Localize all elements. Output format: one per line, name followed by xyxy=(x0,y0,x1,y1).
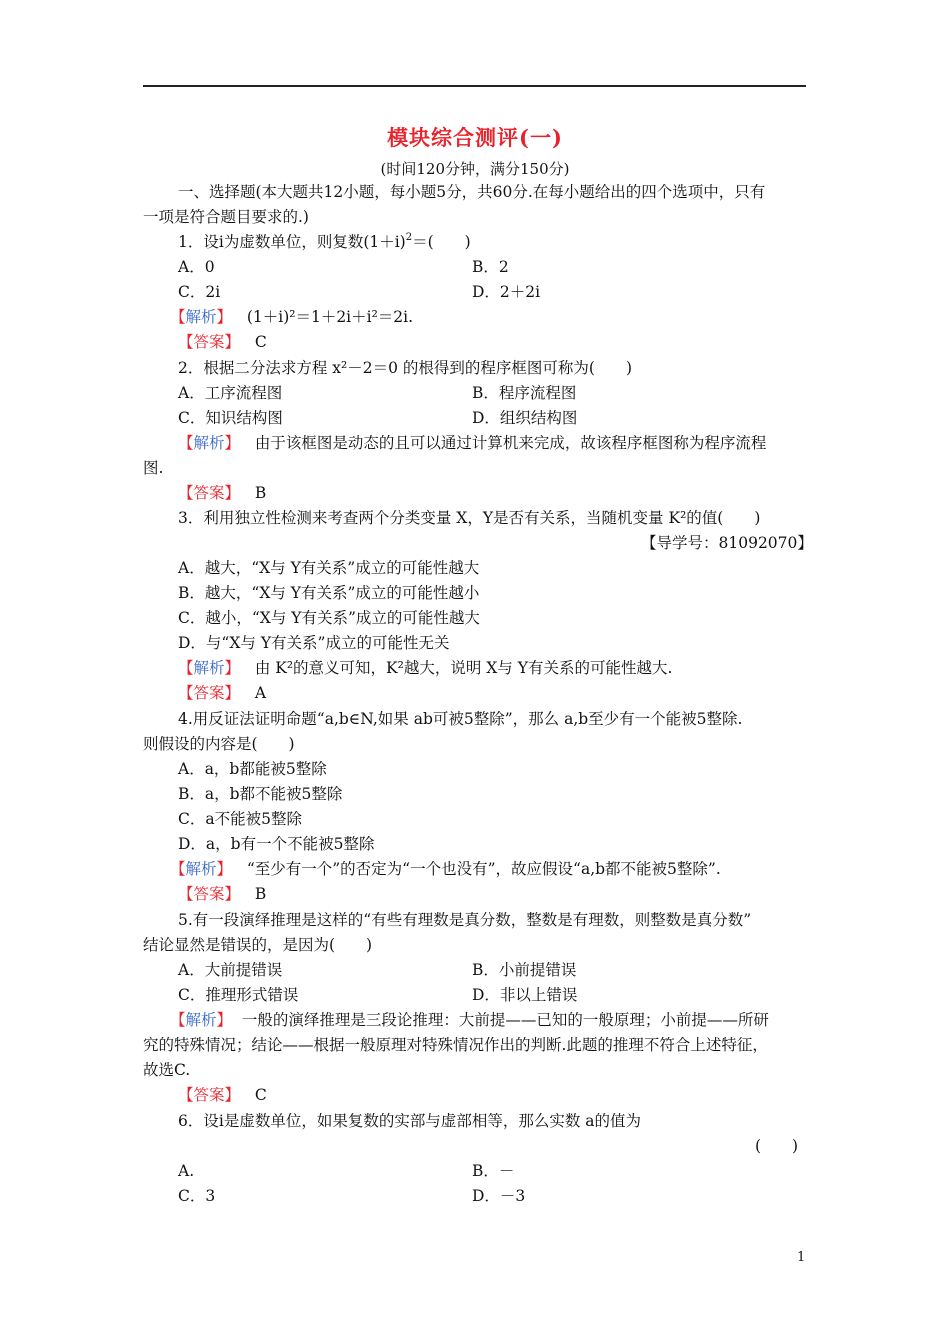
q5-stem-cont: 结论显然是错误的，是因为( ) xyxy=(143,936,373,954)
q4-option-c: C．a不能被5整除 xyxy=(178,810,302,828)
q1-stem: 1．设i为虚数单位，则复数$(1+i)^2=$( ) xyxy=(178,232,471,251)
q6-stem: 6．设i是虚数单位，如果复数的实部与虚部相等，那么实数 a的值为 xyxy=(178,1112,641,1130)
q1-option-b: B．2 xyxy=(472,258,509,276)
q6-paren: ( ) xyxy=(755,1137,799,1155)
q4-answer: 【答案】 B xyxy=(178,885,267,903)
q3-stem: 3．利用独立性检测来考查两个分类变量 X，Y是否有关系，当随机变量 K²的值( ) xyxy=(178,509,761,527)
jiexi-label: 【解析】 xyxy=(170,308,233,326)
q5-option-d: D．非以上错误 xyxy=(472,986,578,1004)
jiexi-label: 【解析】 xyxy=(170,860,233,878)
q5-jiexi-cont: 究的特殊情况；结论——根据一般原理对特殊情况作出的判断.此题的推理不符合上述特征， xyxy=(143,1036,768,1054)
q4-stem-cont: 则假设的内容是( ) xyxy=(143,735,295,753)
q5-option-b: B．小前提错误 xyxy=(472,961,577,979)
q5-answer: 【答案】 C xyxy=(178,1086,267,1104)
page-subtitle: (时间120分钟，满分150分) xyxy=(380,160,570,178)
q3-guide-number: 【导学号：81092070】 xyxy=(641,534,813,552)
jiexi-label: 【解析】 xyxy=(178,659,241,677)
q4-jiexi: 【解析】 “至少有一个”的否定为“一个也没有”，故应假设“a,b都不能被5整除”. xyxy=(170,860,721,878)
q4-option-d: D．a，b有一个不能被5整除 xyxy=(178,835,375,853)
q3-option-a: A．越大，“X与 Y有关系”成立的可能性越大 xyxy=(178,559,480,577)
q5-jiexi: 【解析】 一般的演绎推理是三段论推理：大前提——已知的一般原理；小前提——所研 xyxy=(170,1011,769,1029)
q5-jiexi-cont2: 故选C. xyxy=(143,1061,191,1079)
page-title: 模块综合测评(一) xyxy=(387,125,563,150)
q2-option-c: C．知识结构图 xyxy=(178,409,283,427)
jiexi-label: 【解析】 xyxy=(170,1011,233,1029)
q2-jiexi-cont: 图. xyxy=(143,459,164,477)
q5-option-a: A．大前提错误 xyxy=(178,961,283,979)
q1-option-a: A．0 xyxy=(178,258,215,276)
header-rule xyxy=(143,85,806,87)
q6-option-c: C．3 xyxy=(178,1187,216,1205)
answer-label: 【答案】 xyxy=(178,885,241,903)
q3-answer: 【答案】 A xyxy=(178,684,267,702)
q4-stem: 4.用反证法证明命题“a,b∈N,如果 ab可被5整除”，那么 a,b至少有一个能被5整除. xyxy=(178,710,743,728)
page-number: 1 xyxy=(797,1250,806,1265)
q2-option-d: D．组织结构图 xyxy=(472,409,578,427)
q1-option-c: C．2i xyxy=(178,283,221,301)
section-heading-cont: 一项是符合题目要求的.) xyxy=(143,208,309,226)
q4-option-b: B．a，b都不能被5整除 xyxy=(178,785,343,803)
q1-answer: 【答案】 C xyxy=(178,333,267,351)
jiexi-label: 【解析】 xyxy=(178,434,241,452)
q6-option-d: D．－3 xyxy=(472,1187,526,1205)
q3-option-c: C．越小，“X与 Y有关系”成立的可能性越大 xyxy=(178,609,480,627)
q3-option-b: B．越大，“X与 Y有关系”成立的可能性越小 xyxy=(178,584,480,602)
answer-label: 【答案】 xyxy=(178,484,241,502)
answer-label: 【答案】 xyxy=(178,333,241,351)
q3-jiexi: 【解析】 由 K²的意义可知，K²越大，说明 X与 Y有关系的可能性越大. xyxy=(178,659,673,677)
q2-option-b: B．程序流程图 xyxy=(472,384,577,402)
q2-jiexi: 【解析】 由于该框图是动态的且可以通过计算机来完成，故该程序框图称为程序流程 xyxy=(178,434,767,452)
q2-option-a: A．工序流程图 xyxy=(178,384,283,402)
answer-label: 【答案】 xyxy=(178,1086,241,1104)
answer-label: 【答案】 xyxy=(178,684,241,702)
q6-option-b: B．－ xyxy=(472,1162,515,1180)
q5-stem: 5.有一段演绎推理是这样的“有些有理数是真分数，整数是有理数，则整数是真分数” xyxy=(178,911,752,929)
q4-option-a: A．a，b都能被5整除 xyxy=(178,760,327,778)
q5-option-c: C．推理形式错误 xyxy=(178,986,299,1004)
section-heading: 一、选择题(本大题共12小题，每小题5分，共60分.在每小题给出的四个选项中，只有 xyxy=(178,183,766,201)
q6-option-a: A. xyxy=(178,1162,195,1180)
q2-answer: 【答案】 B xyxy=(178,484,267,502)
q3-option-d: D．与“X与 Y有关系”成立的可能性无关 xyxy=(178,634,450,652)
q2-stem: 2．根据二分法求方程 x²－2＝0 的根得到的程序框图可称为( ) xyxy=(178,359,632,377)
q1-option-d: D．2＋2i xyxy=(472,283,541,301)
q1-jiexi: 【解析】 (1＋i)²＝1＋2i＋i²＝2i. xyxy=(170,308,414,326)
